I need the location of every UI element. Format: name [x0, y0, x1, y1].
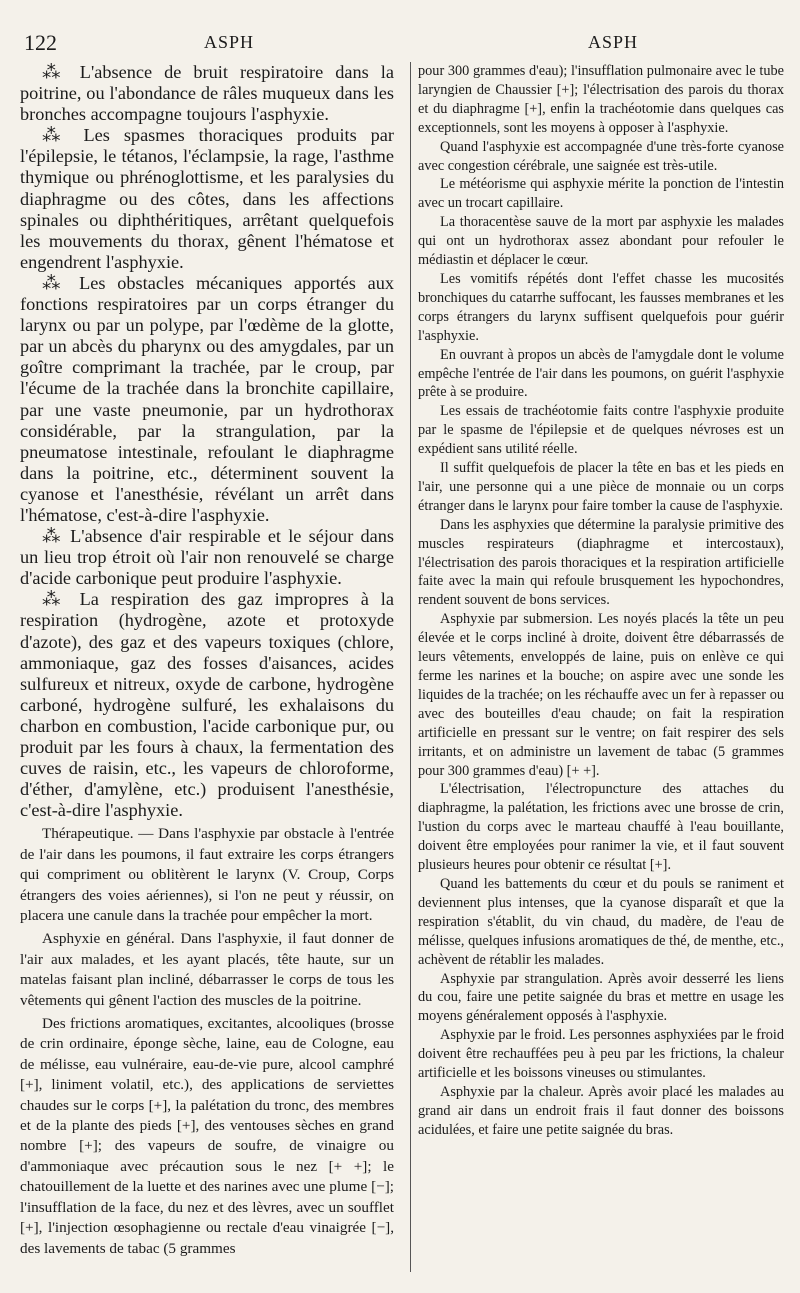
paragraph: Thérapeutique. — Dans l'asphyxie par obstacle à l'entrée de l'air dans les poumons, il faut extraire les corps étrangers qui compriment ou oblitèrent le larynx (V. Croup, Corps étrangers des voies aériennes), si l'on ne peut y réussir, on placera une canule dans la trachée pour empêcher la mort.: [20, 825, 394, 924]
paragraph: ⁂ Les spasmes thoraciques produits par l'épilepsie, le tétanos, l'éclampsie, la rage, l'asthme thymique ou phrénoglottisme, et les paralysies du diaphragme ou des côtes, dans les affections spinales ou diphthéritiques, arrêtant quelquefois les mouvements du thorax, gênent l'hématose et engendrent l'asphyxie.: [20, 125, 394, 272]
paragraph: Le météorisme qui asphyxie mérite la ponction de l'intestin avec un trocart capillaire.: [418, 176, 784, 212]
paragraph: En ouvrant à propos un abcès de l'amygdale dont le volume empêche l'entrée de l'air dans les poumons, on guérit l'asphyxie prête à se produire.: [418, 346, 784, 401]
paragraph: Asphyxie par strangulation. Après avoir desserré les liens du cou, faire une petite saignée du bras et mettre en usage les moyens généralement opposés à l'asphyxie.: [418, 970, 784, 1025]
paragraph: La thoracentèse sauve de la mort par asphyxie les malades qui ont un hydrothorax assez abondant pour refouler le médiastin et déplacer le cœur.: [418, 214, 784, 269]
paragraph: Quand les battements du cœur et du pouls se raniment et deviennent plus intenses, que la cyanose disparaît et que la respiration s'établit, du vin chaud, du madère, de l'eau de mélisse, quelques infusions aromatiques de thé, de menthe, etc., achèvent de rétablir les malades.: [418, 875, 784, 968]
paragraph: Quand l'asphyxie est accompagnée d'une très-forte cyanose avec congestion cérébrale, une saignée est très-utile.: [418, 138, 784, 174]
left-running-title: ASPH: [204, 32, 255, 52]
running-header: [18, 30, 788, 56]
paragraph: Il suffit quelquefois de placer la tête en bas et les pieds en l'air, une personne qui a une pièce de monnaie ou un corps étranger dans le larynx pour faire tomber la cause de l'asphyxie.: [418, 460, 784, 514]
paragraph: Des frictions aromatiques, excitantes, alcooliques (brosse de crin ordinaire, éponge sèche, laine, eau de Cologne, eau de mélisse, eau vulnéraire, eau-de-vie pure, alcool camphré [+], liniment volatil, etc.), des applications de serviettes chaudes sur le corps [+], la palétation du tronc, des membres et de la plante des pieds [+], des ventouses sèches en grand nombre [+]; des vapeurs de soufre, de vinaigre ou d'ammoniaque avec précaution sous le nez [+ +]; le chatouillement de la luette et des narines avec une plume [−]; l'insufflation de la face, du nez et des lèvres, avec un soufflet [+], l'injection œsophagienne ou rectale d'eau vinaigrée [−], des lavements de tabac (5 grammes: [20, 1015, 394, 1257]
right-column: [418, 62, 784, 1140]
paragraph: Dans les asphyxies que détermine la paralysie primitive des muscles respirateurs (diaphragme et intercostaux), l'électrisation des parois thoraciques et la respiration artificielle faite avec la main qui refoule brusquement les hypochondres, rendent souvent de bons services.: [418, 516, 784, 609]
paragraph: L'électrisation, l'électropuncture des attaches du diaphragme, la palétation, les frictions avec une brosse de crin, l'ustion du corps avec le marteau chauffé à l'eau bouillante, doivent être employées pour ranimer la vie, et il faut souvent plusieurs heures pour obtenir ce résultat [+].: [418, 781, 784, 874]
paragraph: ⁂ L'absence de bruit respiratoire dans la poitrine, ou l'abondance de râles muqueux dans les bronches accompagne toujours l'asphyxie.: [20, 62, 394, 125]
right-running-title: ASPH: [588, 32, 639, 52]
paragraph: pour 300 grammes d'eau); l'insufflation pulmonaire avec le tube laryngien de Chaussier [+]; l'électrisation des parois du thorax et du diaphragme [+], enfin la trachéotomie dans quelques cas exceptionnels, sont les moyens à opposer à l'asphyxie.: [418, 63, 784, 136]
column-divider: [410, 62, 411, 1272]
page-number: 122: [24, 30, 57, 55]
paragraph: Asphyxie en général. Dans l'asphyxie, il faut donner de l'air aux malades, et les ayant placés, tête haute, sur un matelas faisant plan incliné, débarrasser le corps de tous les vêtements qui gênent l'action des muscles de la poitrine.: [20, 930, 394, 1009]
paragraph: Asphyxie par submersion. Les noyés placés la tête un peu élevée et le corps incliné à droite, doivent être débarrassés de leurs vêtements, enveloppés de laine, puis on enlève ce qui ferme les narines et la bouche; on aspire avec une sonde les liquides de la trachée; on les réchauffe avec un fer à repasser ou avec des bouteilles d'eau chaude; on fait la respiration artificielle en pressant sur le ventre; on fait respirer des sels irritants, et on administre un lavement de tabac (5 grammes pour 300 grammes d'eau) [+ +].: [418, 611, 784, 779]
paragraph: Les vomitifs répétés dont l'effet chasse les mucosités bronchiques du catarrhe suffocant, les fausses membranes et les corps étrangers du larynx suffisent quelquefois pour guérir l'asphyxie.: [418, 270, 784, 344]
paragraph: Les essais de trachéotomie faits contre l'asphyxie produite par le spasme de l'épilepsie et de quelques névroses est un expédient sans utilité réelle.: [418, 403, 784, 458]
paragraph: Asphyxie par la chaleur. Après avoir placé les malades au grand air dans un endroit frais il faut donner des boissons acidulées, et faire une petite saignée du bras.: [418, 1083, 784, 1138]
paragraph: ⁂ La respiration des gaz impropres à la respiration (hydrogène, azote et protoxyde d'azote), des gaz et des vapeurs toxiques (chlore, ammoniaque, gaz des fosses d'aisances, acides sulfureux et nitreux, oxyde de carbone, hydrogène carboné, hydrogène sulfuré, les exhalaisons du charbon en combustion, l'acide carbonique pur, ou produit par les fours à chaux, la fermentation des cuves de raisin, etc., les vapeurs de chloroforme, d'éther, d'amylène, etc.) produisent l'anesthésie, c'est-à-dire l'asphyxie.: [20, 589, 394, 821]
paragraph: ⁂ L'absence d'air respirable et le séjour dans un lieu trop étroit où l'air non renouvelé se charge d'acide carbonique peut produire l'asphyxie.: [20, 526, 394, 589]
paragraph: Asphyxie par le froid. Les personnes asphyxiées par le froid doivent être rechauffées peu à peu par les frictions, la chaleur artificielle et les boissons vineuses ou stimulantes.: [418, 1027, 784, 1082]
left-column: [20, 62, 394, 1259]
paragraph: ⁂ Les obstacles mécaniques apportés aux fonctions respiratoires par un corps étranger du larynx ou par un polype, par l'œdème de la glotte, par un abcès du pharynx ou des amygdales, par un goître comprimant la trachée, par le croup, par l'écume de la trachée dans la bronchite capillaire, par une vaste pneumonie, par un hydrothorax considérable, par la strangulation, par la pneumatose intestinale, refoulant le diaphragme dans la poitrine, etc., déterminent souvent la cyanose et l'anesthésie, révélant un arrêt dans l'hématose, c'est-à-dire l'asphyxie.: [20, 272, 394, 525]
